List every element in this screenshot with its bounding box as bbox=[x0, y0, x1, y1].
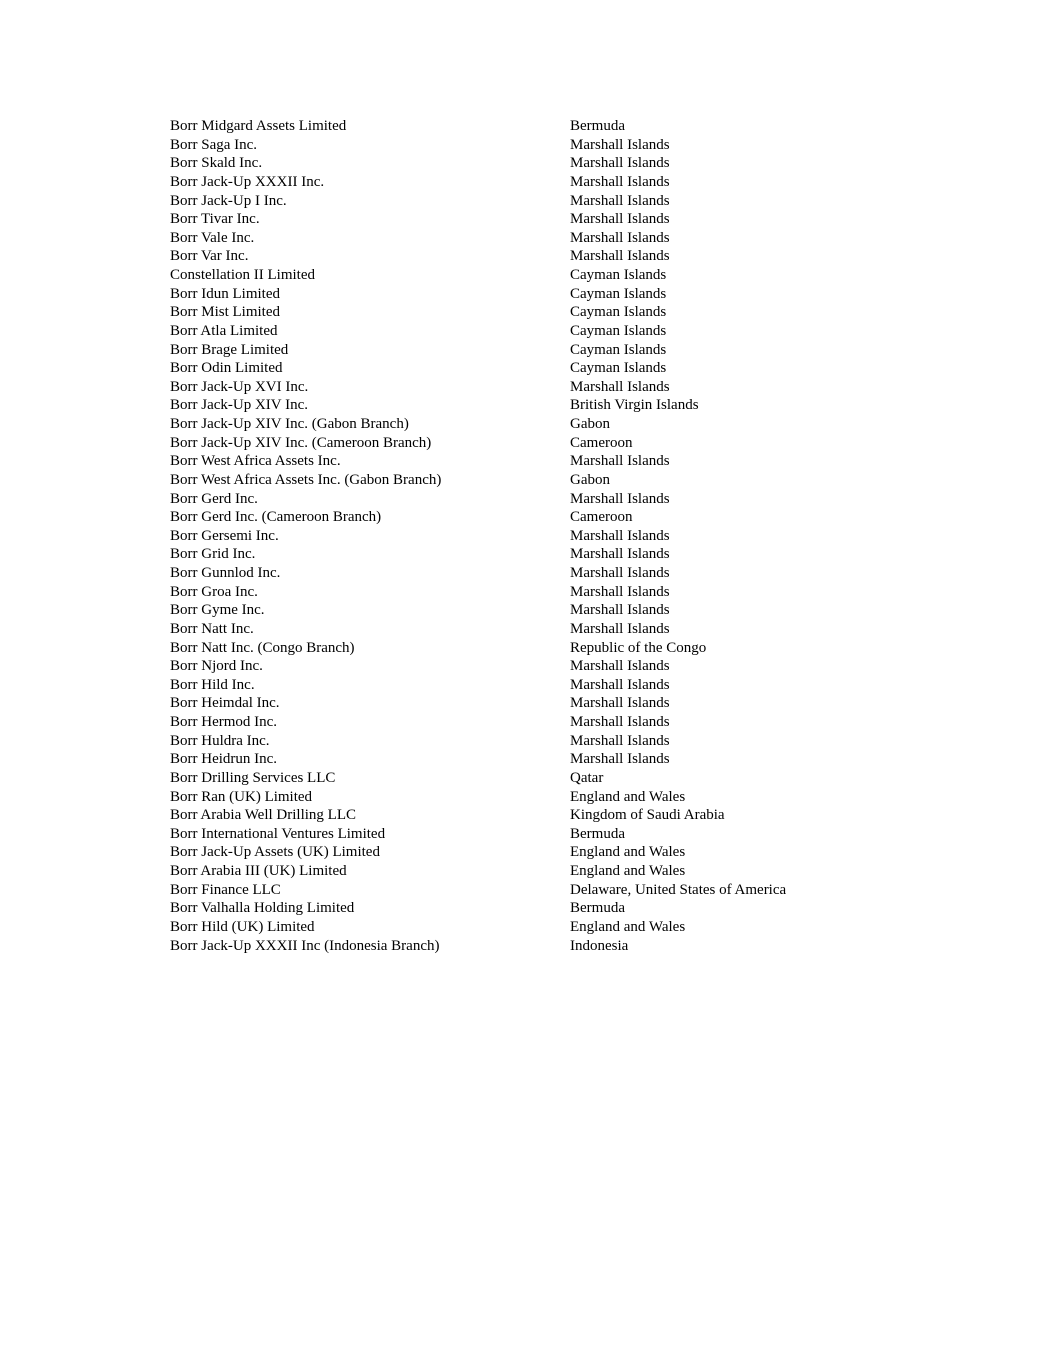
table-row bbox=[170, 229, 870, 248]
subsidiary-name: Constellation II Limited bbox=[170, 267, 315, 283]
table-row bbox=[170, 266, 870, 285]
subsidiary-jurisdiction: Marshall Islands bbox=[570, 546, 670, 563]
subsidiary-name: Borr Jack-Up XIV Inc. bbox=[170, 397, 309, 414]
subsidiary-jurisdiction: England and Wales bbox=[570, 863, 686, 879]
table-row bbox=[170, 303, 870, 322]
subsidiary-name: Borr Gersemi Inc. bbox=[170, 527, 279, 544]
subsidiary-jurisdiction: Marshall Islands bbox=[570, 490, 670, 507]
table-row bbox=[170, 192, 870, 211]
subsidiary-jurisdiction: Bermuda bbox=[570, 900, 625, 917]
table-row bbox=[170, 378, 870, 397]
subsidiary-name: Borr Brage Limited bbox=[170, 341, 289, 358]
subsidiary-jurisdiction: Marshall Islands bbox=[570, 211, 670, 228]
subsidiary-jurisdiction: Marshall Islands bbox=[570, 714, 670, 730]
subsidiary-name: Borr Grid Inc. bbox=[170, 546, 256, 563]
subsidiary-name: Borr Odin Limited bbox=[170, 360, 283, 377]
subsidiary-name: Borr Jack-Up XIV Inc. (Cameroon Branch) bbox=[170, 434, 432, 451]
subsidiary-name: Borr Gunnlod Inc. bbox=[170, 565, 281, 581]
subsidiary-name: Borr Jack-Up XXXII Inc (Indonesia Branch) bbox=[170, 937, 440, 954]
table-row bbox=[170, 639, 870, 658]
table-row bbox=[170, 396, 870, 415]
subsidiary-jurisdiction: Marshall Islands bbox=[570, 173, 670, 190]
table-row bbox=[170, 285, 870, 304]
table-row bbox=[170, 359, 870, 378]
subsidiary-jurisdiction: Marshall Islands bbox=[570, 565, 670, 581]
subsidiary-jurisdiction: Marshall Islands bbox=[570, 658, 670, 675]
subsidiary-name: Borr Valhalla Holding Limited bbox=[170, 900, 355, 917]
subsidiary-jurisdiction: Cayman Islands bbox=[570, 304, 667, 321]
subsidiary-jurisdiction: Delaware, United States of America bbox=[570, 881, 787, 898]
subsidiary-name: Borr Jack-Up Assets (UK) Limited bbox=[170, 844, 380, 861]
subsidiary-name: Borr Var Inc. bbox=[170, 248, 249, 265]
subsidiary-name: Borr Ran (UK) Limited bbox=[170, 788, 313, 805]
subsidiary-name: Borr Hild Inc. bbox=[170, 676, 255, 693]
subsidiary-name: Borr Drilling Services LLC bbox=[170, 769, 336, 786]
table-row bbox=[170, 694, 870, 713]
subsidiary-jurisdiction: Indonesia bbox=[570, 937, 629, 954]
subsidiary-name: Borr Midgard Assets Limited bbox=[170, 118, 347, 134]
subsidiary-jurisdiction: Cayman Islands bbox=[570, 360, 667, 377]
subsidiary-jurisdiction: Marshall Islands bbox=[570, 751, 670, 768]
subsidiary-name: Borr Heidrun Inc. bbox=[170, 751, 278, 768]
table-row bbox=[170, 490, 870, 509]
subsidiary-jurisdiction: Qatar bbox=[570, 769, 604, 786]
subsidiary-name: Borr Gerd Inc. bbox=[170, 490, 258, 507]
subsidiary-jurisdiction: Marshall Islands bbox=[570, 136, 670, 153]
table-row bbox=[170, 601, 870, 620]
table-row bbox=[170, 527, 870, 546]
subsidiary-jurisdiction: British Virgin Islands bbox=[570, 397, 699, 414]
subsidiary-name: Borr West Africa Assets Inc. bbox=[170, 453, 341, 470]
table-row bbox=[170, 210, 870, 229]
subsidiary-jurisdiction: Gabon bbox=[570, 416, 610, 432]
table-row bbox=[170, 322, 870, 341]
subsidiary-name: Borr Tivar Inc. bbox=[170, 211, 260, 228]
subsidiary-name: Borr Saga Inc. bbox=[170, 136, 258, 153]
subsidiary-name: Borr Atla Limited bbox=[170, 322, 278, 339]
subsidiary-jurisdiction: Marshall Islands bbox=[570, 527, 670, 544]
subsidiary-name: Borr Jack-Up XVI Inc. bbox=[170, 378, 309, 395]
subsidiary-jurisdiction: Cayman Islands bbox=[570, 267, 667, 283]
table-row bbox=[170, 545, 870, 564]
table-row bbox=[170, 732, 870, 751]
subsidiary-table-body bbox=[170, 117, 870, 955]
subsidiary-jurisdiction: Bermuda bbox=[570, 118, 625, 134]
subsidiary-name: Borr Mist Limited bbox=[170, 304, 280, 321]
subsidiary-name: Borr Heimdal Inc. bbox=[170, 695, 280, 712]
subsidiary-name: Borr Arabia Well Drilling LLC bbox=[170, 807, 356, 824]
table-row bbox=[170, 825, 870, 844]
subsidiary-name: Borr Idun Limited bbox=[170, 285, 280, 302]
table-row bbox=[170, 713, 870, 732]
subsidiary-name: Borr International Ventures Limited bbox=[170, 825, 386, 842]
table-row bbox=[170, 452, 870, 471]
subsidiary-jurisdiction: Marshall Islands bbox=[570, 583, 670, 600]
table-row bbox=[170, 806, 870, 825]
subsidiary-name: Borr Jack-Up XXXII Inc. bbox=[170, 173, 325, 190]
subsidiary-jurisdiction: Marshall Islands bbox=[570, 453, 670, 470]
table-row bbox=[170, 341, 870, 360]
subsidiary-jurisdiction: Marshall Islands bbox=[570, 155, 670, 172]
subsidiary-jurisdiction: England and Wales bbox=[570, 788, 686, 805]
subsidiary-name: Borr Skald Inc. bbox=[170, 155, 263, 172]
subsidiary-jurisdiction: Cameroon bbox=[570, 509, 633, 526]
table-row bbox=[170, 117, 870, 136]
subsidiary-name: Borr Njord Inc. bbox=[170, 658, 263, 675]
subsidiary-name: Borr Gyme Inc. bbox=[170, 602, 265, 619]
subsidiary-name: Borr Groa Inc. bbox=[170, 583, 258, 600]
subsidiary-jurisdiction: Bermuda bbox=[570, 825, 625, 842]
table-row bbox=[170, 862, 870, 881]
table-row bbox=[170, 434, 870, 453]
subsidiary-table bbox=[170, 117, 870, 955]
subsidiary-jurisdiction: Marshall Islands bbox=[570, 378, 670, 395]
table-row bbox=[170, 899, 870, 918]
subsidiary-jurisdiction: Marshall Islands bbox=[570, 620, 670, 637]
table-row bbox=[170, 508, 870, 527]
table-row bbox=[170, 918, 870, 937]
table-row bbox=[170, 881, 870, 900]
table-row bbox=[170, 769, 870, 788]
subsidiary-jurisdiction: Marshall Islands bbox=[570, 732, 670, 749]
table-row bbox=[170, 750, 870, 769]
subsidiary-jurisdiction: England and Wales bbox=[570, 844, 686, 861]
table-row bbox=[170, 471, 870, 490]
subsidiary-jurisdiction: Marshall Islands bbox=[570, 229, 670, 246]
table-row bbox=[170, 676, 870, 695]
table-row bbox=[170, 788, 870, 807]
table-row bbox=[170, 937, 870, 956]
subsidiary-jurisdiction: Cayman Islands bbox=[570, 285, 667, 302]
table-row bbox=[170, 620, 870, 639]
subsidiary-name: Borr Arabia III (UK) Limited bbox=[170, 863, 347, 879]
subsidiary-jurisdiction: Gabon bbox=[570, 471, 610, 488]
subsidiary-jurisdiction: Cayman Islands bbox=[570, 322, 667, 339]
subsidiary-jurisdiction: Marshall Islands bbox=[570, 676, 670, 693]
subsidiary-jurisdiction: Cameroon bbox=[570, 434, 633, 451]
subsidiary-name: Borr Vale Inc. bbox=[170, 229, 255, 246]
table-row bbox=[170, 154, 870, 173]
subsidiary-name: Borr Natt Inc. bbox=[170, 620, 254, 637]
subsidiary-name: Borr Huldra Inc. bbox=[170, 732, 270, 749]
subsidiary-name: Borr West Africa Assets Inc. (Gabon Branch) bbox=[170, 471, 442, 488]
table-row bbox=[170, 583, 870, 602]
table-row bbox=[170, 657, 870, 676]
subsidiary-name: Borr Natt Inc. (Congo Branch) bbox=[170, 639, 355, 656]
subsidiary-jurisdiction: Marshall Islands bbox=[570, 248, 670, 265]
subsidiary-name: Borr Jack-Up I Inc. bbox=[170, 192, 287, 209]
subsidiary-jurisdiction: Marshall Islands bbox=[570, 602, 670, 619]
subsidiary-jurisdiction: Republic of the Congo bbox=[570, 639, 707, 656]
table-row bbox=[170, 247, 870, 266]
subsidiary-jurisdiction: Marshall Islands bbox=[570, 695, 670, 712]
table-row bbox=[170, 843, 870, 862]
subsidiary-name: Borr Hild (UK) Limited bbox=[170, 918, 315, 935]
table-row bbox=[170, 564, 870, 583]
subsidiary-name: Borr Hermod Inc. bbox=[170, 714, 278, 730]
subsidiary-jurisdiction: Kingdom of Saudi Arabia bbox=[570, 807, 725, 824]
subsidiary-jurisdiction: Marshall Islands bbox=[570, 192, 670, 209]
table-row bbox=[170, 136, 870, 155]
table-row bbox=[170, 173, 870, 192]
subsidiary-name: Borr Jack-Up XIV Inc. (Gabon Branch) bbox=[170, 416, 409, 432]
subsidiary-name: Borr Finance LLC bbox=[170, 881, 281, 898]
subsidiary-jurisdiction: England and Wales bbox=[570, 918, 686, 935]
subsidiary-jurisdiction: Cayman Islands bbox=[570, 341, 667, 358]
table-row bbox=[170, 415, 870, 434]
subsidiary-name: Borr Gerd Inc. (Cameroon Branch) bbox=[170, 509, 382, 526]
